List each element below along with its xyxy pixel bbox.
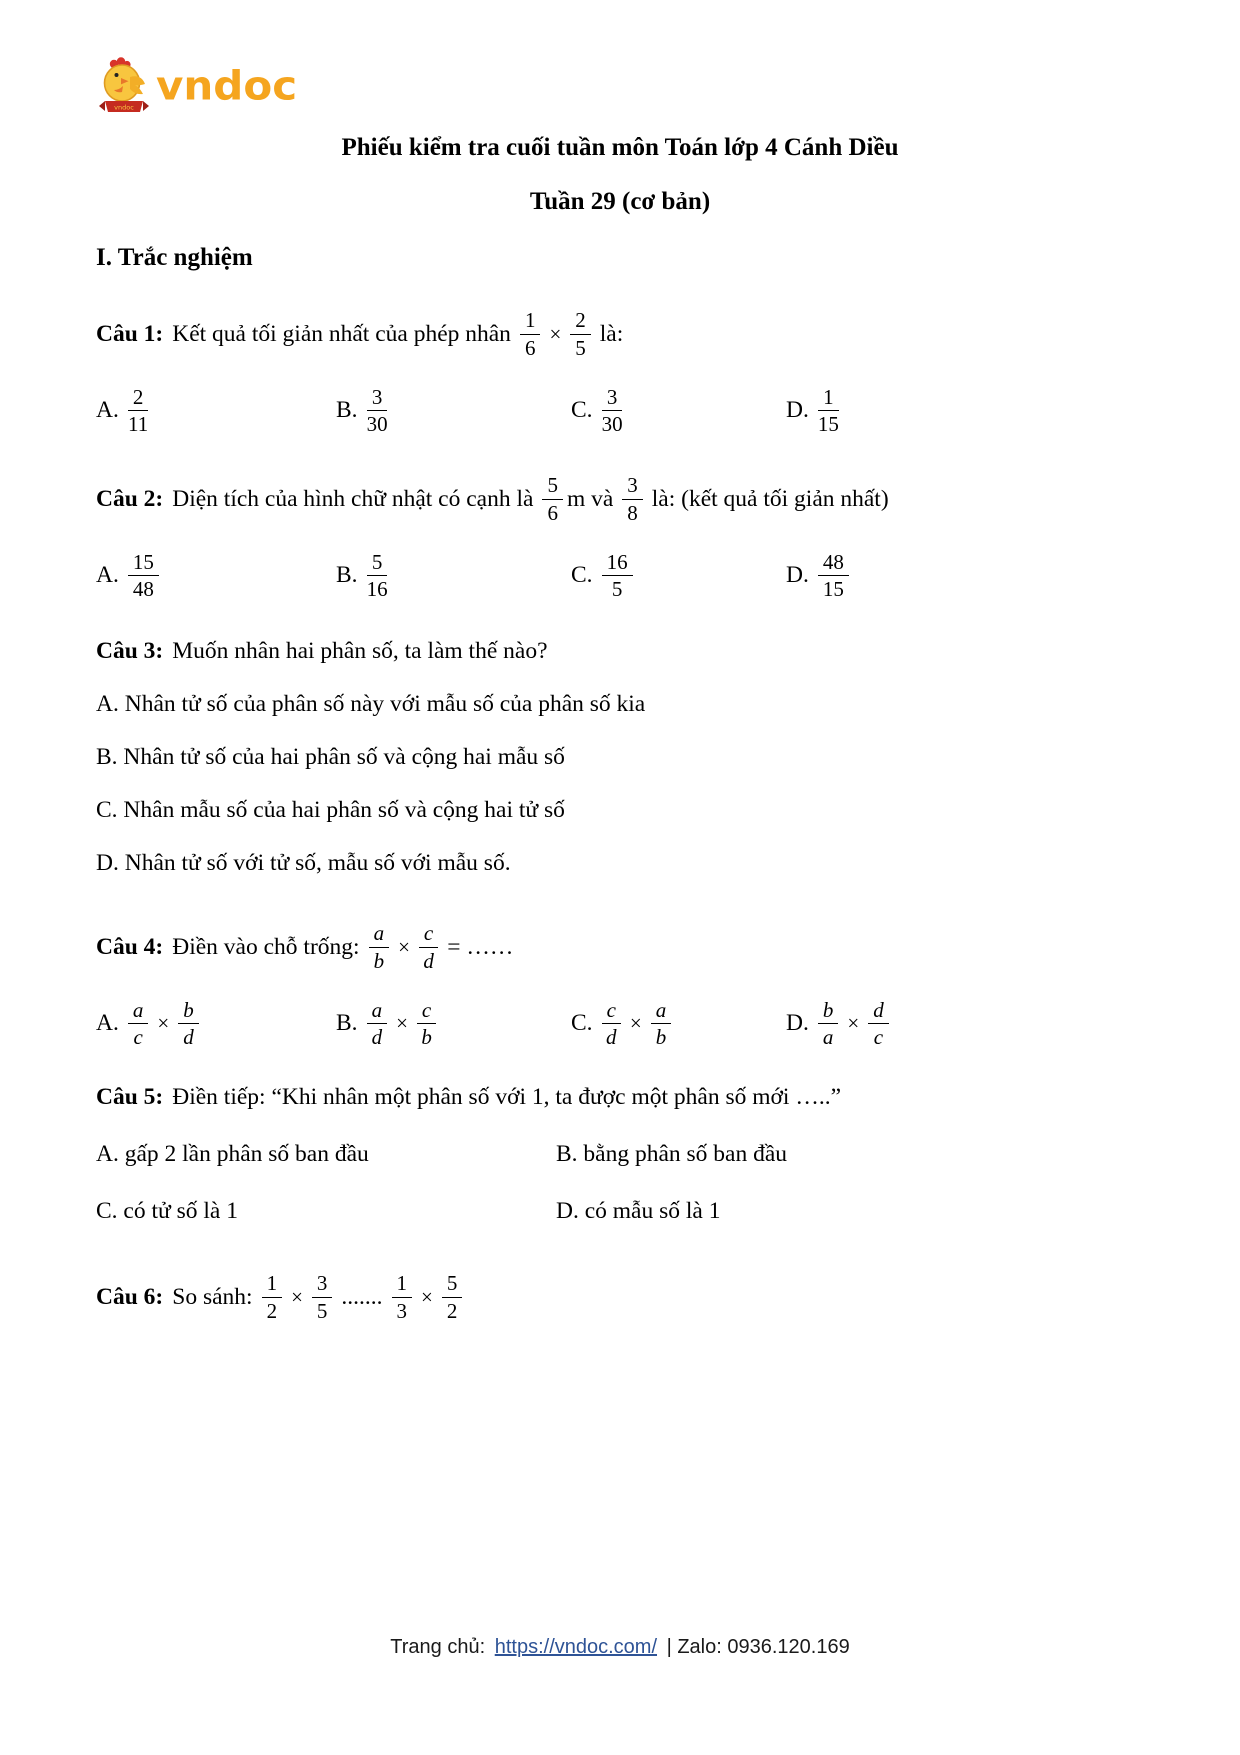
homepage-link[interactable]: https://vndoc.com/ [494, 1636, 658, 1658]
fraction-numerator: 3 [367, 385, 388, 412]
option-letter: C. [571, 397, 593, 424]
question-1-text-before: Kết quả tối giản nhất của phép nhân [172, 320, 511, 347]
fraction [542, 473, 563, 526]
question-1 [96, 308, 1144, 361]
fraction [128, 550, 159, 603]
fraction-denominator: d [423, 948, 434, 973]
fraction-denominator: b [655, 1025, 667, 1050]
question-2-text-mid: m và [566, 485, 614, 512]
option-d [786, 998, 1144, 1051]
option-letter: A. [96, 562, 119, 589]
multiply-icon: × [421, 1284, 433, 1309]
fraction-numerator: a [369, 921, 390, 948]
fraction-denominator: b [421, 1025, 432, 1050]
multiply-icon: × [629, 1011, 642, 1036]
question-3-text: Muốn nhân hai phân số, ta làm thế nào? [172, 638, 548, 665]
fraction-numerator: 1 [262, 1271, 283, 1298]
fraction [419, 921, 438, 974]
fraction-numerator: c [419, 921, 438, 948]
fraction-numerator: b [178, 998, 199, 1025]
question-4 [96, 921, 1144, 974]
page-footer [0, 1636, 1240, 1659]
option-c: C. có tử số là 1 [96, 1198, 238, 1225]
fraction-denominator: 6 [547, 500, 558, 525]
question-6 [96, 1271, 1144, 1324]
fraction-denominator: 2 [266, 1298, 278, 1323]
question-5-text: Điền tiếp: “Khi nhân một phân số với 1, ta được một phân số mới …..” [172, 1084, 842, 1111]
question-4-text-after: = …… [447, 933, 514, 960]
chicken-icon [96, 55, 152, 117]
fraction-denominator: b [373, 948, 385, 973]
fraction [312, 1271, 333, 1324]
fraction [128, 385, 149, 438]
fraction-numerator: a [128, 998, 149, 1025]
fraction [570, 308, 591, 361]
option-b [336, 550, 571, 603]
fraction-numerator: d [868, 998, 889, 1025]
fraction-denominator: d [183, 1025, 194, 1050]
fraction-numerator: 1 [520, 308, 541, 335]
fraction-denominator: 30 [601, 412, 623, 437]
question-1-options [96, 385, 1144, 438]
question-3-label: Câu 3: [96, 638, 164, 665]
fraction [622, 473, 643, 526]
fraction-numerator: b [818, 998, 839, 1025]
fraction-denominator: 5 [575, 335, 586, 360]
option-b [336, 998, 571, 1051]
fraction-denominator: 5 [611, 577, 623, 602]
fraction-denominator: 3 [396, 1298, 408, 1323]
section-heading: I. Trắc nghiệm [96, 244, 253, 271]
fraction-numerator: 1 [818, 385, 839, 412]
option-d: D. có mẫu số là 1 [556, 1198, 721, 1225]
fraction [128, 998, 149, 1051]
option-a [96, 385, 336, 438]
question-3-option-a: A. Nhân tử số của phân số này với mẫu số của phân số kia [96, 691, 646, 718]
fraction-denominator: 15 [817, 412, 839, 437]
fraction-numerator: c [417, 998, 436, 1025]
fraction-denominator: 30 [366, 412, 388, 437]
fraction [602, 385, 623, 438]
option-a [96, 998, 336, 1051]
footer-home-label: Trang chủ: [390, 1636, 486, 1658]
option-letter: D. [786, 397, 809, 424]
question-2-text-after: là: (kết quả tối giản nhất) [651, 485, 889, 512]
option-letter: A. [96, 1010, 119, 1037]
option-a [96, 550, 336, 603]
multiply-icon: × [847, 1011, 860, 1036]
vndoc-logo [96, 54, 1144, 118]
option-c [571, 385, 786, 438]
option-b: B. bằng phân số ban đầu [556, 1141, 788, 1168]
question-4-options [96, 998, 1144, 1051]
option-letter: A. [96, 397, 119, 424]
question-3-option-d: D. Nhân tử số với tử số, mẫu số với mẫu số. [96, 850, 511, 877]
fraction [367, 550, 388, 603]
option-letter: C. [571, 1010, 593, 1037]
question-1-text-after: là: [599, 320, 624, 347]
fraction-numerator: 16 [602, 550, 633, 577]
fraction [818, 998, 839, 1051]
option-letter: B. [336, 1010, 358, 1037]
fraction-numerator: 5 [442, 1271, 463, 1298]
option-d [786, 385, 1144, 438]
fraction [602, 998, 621, 1051]
fraction [818, 385, 839, 438]
fraction-numerator: 1 [392, 1271, 413, 1298]
fraction-numerator: 5 [542, 473, 563, 500]
fraction-numerator: a [651, 998, 672, 1025]
option-c [571, 998, 786, 1051]
fraction [178, 998, 199, 1051]
option-letter: D. [786, 1010, 809, 1037]
fraction [417, 998, 436, 1051]
logo-wordmark: vndoc [156, 62, 298, 109]
question-1-label: Câu 1: [96, 320, 164, 347]
question-2-label: Câu 2: [96, 485, 164, 512]
fraction-numerator: 5 [367, 550, 388, 577]
fraction [367, 998, 388, 1051]
option-letter: B. [336, 397, 358, 424]
option-letter: D. [786, 562, 809, 589]
fraction-denominator: 5 [316, 1298, 328, 1323]
question-4-text-before: Điền vào chỗ trống: [172, 933, 360, 960]
fraction-denominator: 6 [524, 335, 536, 360]
fraction [818, 550, 849, 603]
fraction [868, 998, 889, 1051]
fraction [262, 1271, 283, 1324]
fraction-numerator: 15 [128, 550, 159, 577]
fraction-numerator: 2 [128, 385, 149, 412]
fraction-denominator: 11 [127, 412, 149, 437]
footer-zalo-label: | Zalo: 0936.120.169 [666, 1636, 850, 1658]
multiply-icon: × [291, 1284, 303, 1309]
fraction [520, 308, 541, 361]
question-6-text: So sánh: [172, 1283, 253, 1310]
option-a: A. gấp 2 lần phân số ban đầu [96, 1141, 369, 1168]
fraction-numerator: 3 [602, 385, 623, 412]
fraction-denominator: c [873, 1025, 884, 1050]
option-d [786, 550, 1144, 603]
option-c [571, 550, 786, 603]
fraction-denominator: d [605, 1025, 617, 1050]
fraction-denominator: 2 [446, 1298, 458, 1323]
question-6-label: Câu 6: [96, 1283, 164, 1310]
svg-text:vndoc: vndoc [114, 103, 134, 112]
fraction [651, 998, 672, 1051]
question-3-option-b: B. Nhân tử số của hai phân số và cộng hai mẫu số [96, 744, 565, 771]
multiply-icon: × [549, 321, 562, 346]
comparison-blank-dots: ....... [341, 1283, 383, 1310]
fraction [602, 550, 633, 603]
fraction-denominator: 8 [627, 500, 638, 525]
fraction-numerator: 3 [622, 473, 643, 500]
fraction-numerator: 48 [818, 550, 849, 577]
fraction-numerator: 2 [570, 308, 591, 335]
question-2-text-before: Diện tích của hình chữ nhật có cạnh là [172, 485, 534, 512]
question-2-options [96, 550, 1144, 603]
fraction-numerator: 3 [312, 1271, 333, 1298]
question-3-option-c: C. Nhân mẫu số của hai phân số và cộng hai tử số [96, 797, 565, 824]
multiply-icon: × [396, 1011, 408, 1036]
fraction [369, 921, 390, 974]
fraction-denominator: d [371, 1025, 383, 1050]
page-title: Phiếu kiểm tra cuối tuần môn Toán lớp 4 Cánh Diều [341, 134, 899, 161]
multiply-icon: × [157, 1011, 170, 1036]
question-3 [96, 638, 1144, 665]
fraction-denominator: 15 [822, 577, 844, 602]
fraction-denominator: 48 [132, 577, 154, 602]
fraction [442, 1271, 463, 1324]
question-2 [96, 473, 1144, 526]
option-b [336, 385, 571, 438]
fraction-denominator: 16 [366, 577, 388, 602]
fraction-numerator: c [602, 998, 621, 1025]
question-4-label: Câu 4: [96, 933, 164, 960]
fraction [367, 385, 388, 438]
option-letter: B. [336, 562, 358, 589]
page-subtitle: Tuần 29 (cơ bản) [529, 188, 711, 215]
fraction-numerator: a [367, 998, 388, 1025]
fraction-denominator: c [133, 1025, 143, 1050]
fraction [392, 1271, 413, 1324]
question-5 [96, 1084, 1144, 1111]
fraction-denominator: a [822, 1025, 834, 1050]
multiply-icon: × [398, 934, 410, 959]
option-letter: C. [571, 562, 593, 589]
question-5-options [96, 1141, 1144, 1225]
question-5-label: Câu 5: [96, 1084, 164, 1111]
